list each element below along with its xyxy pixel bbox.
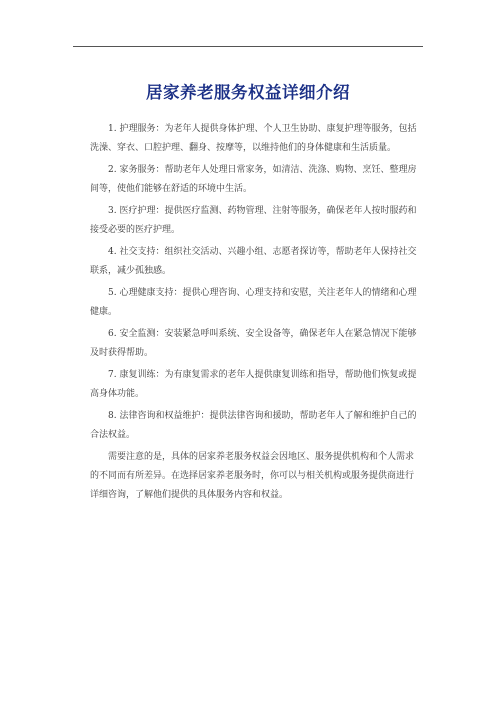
- service-item-medical-care: 3. 医疗护理：提供医疗监测、药物管理、注射等服务，确保老年人按时服药和接受必要的医疗护理。: [90, 206, 417, 235]
- document-title: 居家养老服务权益详细介绍: [146, 83, 350, 102]
- service-item-mental-health: 5. 心理健康支持：提供心理咨询、心理支持和安慰，关注老年人的情绪和心理健康。: [90, 288, 417, 317]
- service-item-rehabilitation: 7. 康复训练：为有康复需求的老年人提供康复训练和指导，帮助他们恢复或提高身体功能。: [90, 370, 417, 399]
- document-body: [90, 120, 422, 508]
- service-item-legal-consulting: 8. 法律咨询和权益维护：提供法律咨询和援助，帮助老年人了解和维护自己的合法权益。: [90, 411, 417, 440]
- service-item-safety-monitoring: 6. 安全监测：安装紧急呼叫系统、安全设备等，确保老年人在紧急情况下能够及时获得帮助。: [90, 329, 417, 358]
- service-item-social-support: 4. 社交支持：组织社交活动、兴趣小组、志愿者探访等，帮助老年人保持社交联系，减少孤独感。: [90, 247, 417, 276]
- service-item-nursing: 1. 护理服务：为老年人提供身体护理、个人卫生协助、康复护理等服务，包括洗澡、穿衣、口腔护理、翻身、按摩等，以维持他们的身体健康和生活质量。: [90, 124, 417, 153]
- header-rule: [73, 46, 423, 47]
- service-item-housework: 2. 家务服务：帮助老年人处理日常家务，如清洁、洗涤、购物、烹饪、整理房间等，使他们能够在舒适的环境中生活。: [90, 165, 417, 194]
- closing-paragraph: 需要注意的是，具体的居家养老服务权益会因地区、服务提供机构和个人需求的不同而有所差异。在选择居家养老服务时，你可以与相关机构或服务提供商进行详细咨询，了解他们提供的具体服务内容和权益。: [90, 452, 415, 500]
